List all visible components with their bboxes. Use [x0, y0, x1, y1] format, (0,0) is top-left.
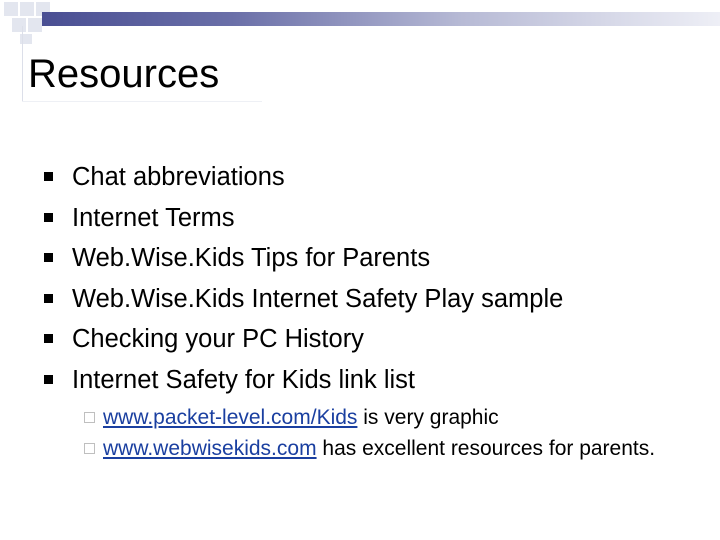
bullet-text: Internet Terms: [72, 203, 235, 232]
decorative-horizontal-rule: [22, 101, 262, 102]
sub-bullet-list: [84, 402, 684, 464]
bullet-text: Internet Safety for Kids link list: [72, 365, 415, 394]
decorative-square: [4, 2, 18, 16]
bullet-text: Checking your PC History: [72, 325, 364, 353]
square-bullet-icon: [44, 375, 53, 384]
slide-title: Resources: [28, 52, 220, 96]
sub-bullet-text: has excellent resources for parents.: [322, 437, 656, 460]
hollow-square-bullet-icon: [84, 412, 95, 423]
square-bullet-icon: [44, 294, 53, 303]
header-gradient-bar: [42, 12, 720, 26]
hollow-square-bullet-icon: [84, 443, 95, 454]
sub-bullet-item-packet-level: [84, 402, 684, 433]
webwisekids-link[interactable]: www.webwisekids.com: [103, 437, 317, 460]
square-bullet-icon: [44, 334, 53, 343]
packet-level-link[interactable]: www.packet-level.com/Kids: [103, 406, 358, 429]
square-bullet-icon: [44, 253, 53, 262]
decorative-square: [20, 2, 34, 16]
bullet-text: Web.Wise.Kids Internet Safety Play sample: [72, 284, 564, 313]
square-bullet-icon: [44, 213, 53, 222]
bullet-text: Chat abbreviations: [72, 163, 285, 191]
sub-bullet-item-webwisekids: [84, 433, 684, 464]
decorative-vertical-rule: [22, 26, 23, 102]
decorative-square: [28, 18, 42, 32]
sub-bullet-text: is very graphic: [363, 406, 499, 429]
square-bullet-icon: [44, 172, 53, 181]
bullet-text: Web.Wise.Kids Tips for Parents: [72, 244, 431, 272]
decorative-square: [12, 18, 26, 32]
